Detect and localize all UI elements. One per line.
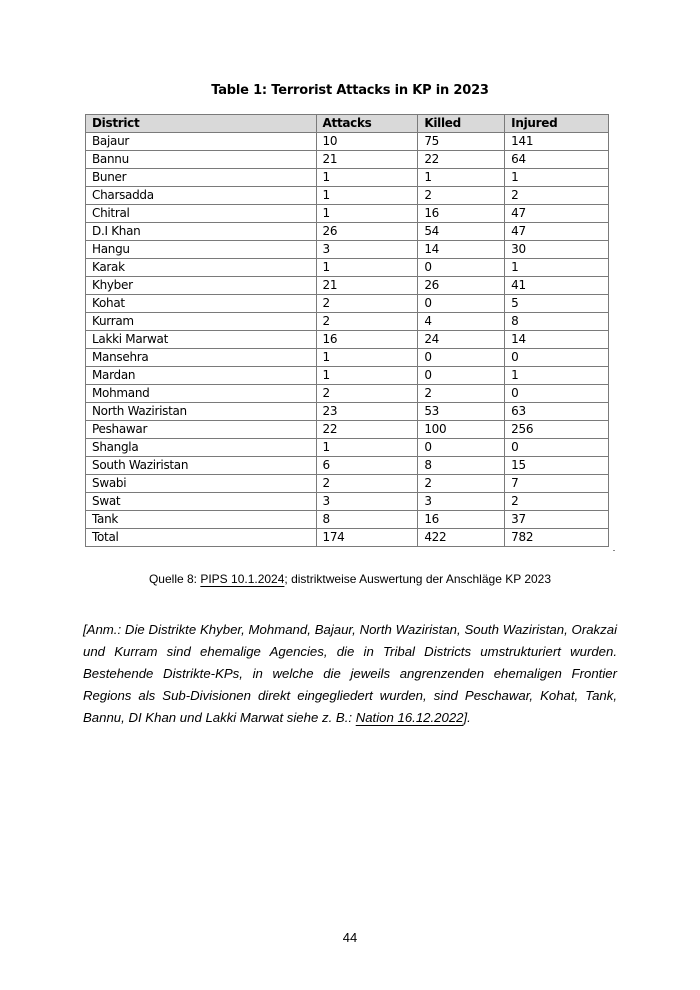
injured-cell: 256 bbox=[505, 421, 609, 439]
killed-cell: 24 bbox=[418, 331, 505, 349]
table-row bbox=[86, 511, 609, 529]
district-cell: Total bbox=[86, 529, 317, 547]
attacks-cell: 1 bbox=[316, 259, 418, 277]
table-title: Table 1: Terrorist Attacks in KP in 2023 bbox=[211, 83, 489, 98]
killed-cell: 0 bbox=[418, 259, 505, 277]
killed-cell: 422 bbox=[418, 529, 505, 547]
annotation-suffix: ]. bbox=[463, 710, 471, 725]
district-cell: Kurram bbox=[86, 313, 317, 331]
table-row bbox=[86, 223, 609, 241]
attacks-cell: 23 bbox=[316, 403, 418, 421]
table-row bbox=[86, 313, 609, 331]
injured-cell: 1 bbox=[505, 367, 609, 385]
stray-mark bbox=[613, 550, 615, 551]
killed-cell: 100 bbox=[418, 421, 505, 439]
injured-cell: 2 bbox=[505, 493, 609, 511]
table-row bbox=[86, 295, 609, 313]
attacks-cell: 2 bbox=[316, 475, 418, 493]
table-row bbox=[86, 439, 609, 457]
district-cell: Lakki Marwat bbox=[86, 331, 317, 349]
table-row bbox=[86, 457, 609, 475]
injured-cell: 37 bbox=[505, 511, 609, 529]
attacks-cell: 3 bbox=[316, 241, 418, 259]
page-number: 44 bbox=[342, 930, 358, 945]
header-killed: Killed bbox=[418, 115, 505, 133]
table-row bbox=[86, 331, 609, 349]
table-row bbox=[86, 133, 609, 151]
attacks-cell: 10 bbox=[316, 133, 418, 151]
district-cell: Bannu bbox=[86, 151, 317, 169]
table-row bbox=[86, 277, 609, 295]
killed-cell: 16 bbox=[418, 511, 505, 529]
attacks-cell: 6 bbox=[316, 457, 418, 475]
district-cell: Charsadda bbox=[86, 187, 317, 205]
killed-cell: 26 bbox=[418, 277, 505, 295]
killed-cell: 53 bbox=[418, 403, 505, 421]
table-row bbox=[86, 187, 609, 205]
district-cell: Karak bbox=[86, 259, 317, 277]
district-cell: Mohmand bbox=[86, 385, 317, 403]
district-cell: Tank bbox=[86, 511, 317, 529]
killed-cell: 16 bbox=[418, 205, 505, 223]
table-row bbox=[86, 367, 609, 385]
attacks-cell: 1 bbox=[316, 367, 418, 385]
injured-cell: 15 bbox=[505, 457, 609, 475]
killed-cell: 0 bbox=[418, 439, 505, 457]
killed-cell: 3 bbox=[418, 493, 505, 511]
attacks-cell: 22 bbox=[316, 421, 418, 439]
district-cell: Khyber bbox=[86, 277, 317, 295]
table-row bbox=[86, 385, 609, 403]
table-row bbox=[86, 169, 609, 187]
injured-cell: 141 bbox=[505, 133, 609, 151]
table-row bbox=[86, 421, 609, 439]
killed-cell: 2 bbox=[418, 187, 505, 205]
killed-cell: 0 bbox=[418, 295, 505, 313]
table-row bbox=[86, 151, 609, 169]
attacks-cell: 1 bbox=[316, 169, 418, 187]
district-cell: Mansehra bbox=[86, 349, 317, 367]
injured-cell: 0 bbox=[505, 385, 609, 403]
killed-cell: 1 bbox=[418, 169, 505, 187]
attacks-cell: 3 bbox=[316, 493, 418, 511]
table-row bbox=[86, 241, 609, 259]
injured-cell: 47 bbox=[505, 223, 609, 241]
district-cell: Shangla bbox=[86, 439, 317, 457]
caption-suffix: ; distriktweise Auswertung der Anschläge KP 2023 bbox=[284, 572, 552, 586]
attacks-cell: 2 bbox=[316, 295, 418, 313]
killed-cell: 4 bbox=[418, 313, 505, 331]
table-total-row bbox=[86, 529, 609, 547]
injured-cell: 7 bbox=[505, 475, 609, 493]
district-cell: Hangu bbox=[86, 241, 317, 259]
district-cell: Bajaur bbox=[86, 133, 317, 151]
injured-cell: 8 bbox=[505, 313, 609, 331]
injured-cell: 1 bbox=[505, 169, 609, 187]
table-row bbox=[86, 259, 609, 277]
header-injured: Injured bbox=[505, 115, 609, 133]
annotation-text: [Anm.: Die Distrikte Khyber, Mohmand, Bajaur, North Waziristan, South Waziristan, Orakzai und Kurram sind ehemalige Agencies, die in Tribal Districts umstrukturiert wurden. Bestehende Distrikte-KPs, in welche die jeweils angrenzenden ehemaligen Frontier Regions als Sub-Divisionen direkt eingegliedert wurden, sind Peschawar, Kohat, Tank, Bannu, DI Khan und Lakki Marwat siehe z. B.: bbox=[83, 622, 617, 725]
attacks-cell: 2 bbox=[316, 385, 418, 403]
killed-cell: 2 bbox=[418, 385, 505, 403]
killed-cell: 22 bbox=[418, 151, 505, 169]
attacks-cell: 174 bbox=[316, 529, 418, 547]
injured-cell: 782 bbox=[505, 529, 609, 547]
header-attacks: Attacks bbox=[316, 115, 418, 133]
injured-cell: 63 bbox=[505, 403, 609, 421]
killed-cell: 8 bbox=[418, 457, 505, 475]
attacks-table bbox=[85, 114, 609, 547]
district-cell: Swabi bbox=[86, 475, 317, 493]
injured-cell: 0 bbox=[505, 439, 609, 457]
injured-cell: 0 bbox=[505, 349, 609, 367]
killed-cell: 0 bbox=[418, 349, 505, 367]
attacks-cell: 21 bbox=[316, 277, 418, 295]
attacks-cell: 1 bbox=[316, 349, 418, 367]
injured-cell: 30 bbox=[505, 241, 609, 259]
table-row bbox=[86, 475, 609, 493]
attacks-cell: 21 bbox=[316, 151, 418, 169]
table-row bbox=[86, 493, 609, 511]
attacks-cell: 26 bbox=[316, 223, 418, 241]
district-cell: Buner bbox=[86, 169, 317, 187]
district-cell: Peshawar bbox=[86, 421, 317, 439]
killed-cell: 75 bbox=[418, 133, 505, 151]
injured-cell: 14 bbox=[505, 331, 609, 349]
district-cell: D.I Khan bbox=[86, 223, 317, 241]
table-row bbox=[86, 205, 609, 223]
attacks-cell: 8 bbox=[316, 511, 418, 529]
district-cell: Mardan bbox=[86, 367, 317, 385]
district-cell: North Waziristan bbox=[86, 403, 317, 421]
killed-cell: 2 bbox=[418, 475, 505, 493]
injured-cell: 1 bbox=[505, 259, 609, 277]
district-cell: Swat bbox=[86, 493, 317, 511]
injured-cell: 47 bbox=[505, 205, 609, 223]
injured-cell: 2 bbox=[505, 187, 609, 205]
killed-cell: 54 bbox=[418, 223, 505, 241]
attacks-cell: 1 bbox=[316, 187, 418, 205]
caption-prefix: Quelle 8: bbox=[148, 572, 201, 586]
table-row bbox=[86, 349, 609, 367]
killed-cell: 0 bbox=[418, 367, 505, 385]
district-cell: Chitral bbox=[86, 205, 317, 223]
attacks-cell: 1 bbox=[316, 205, 418, 223]
district-cell: South Waziristan bbox=[86, 457, 317, 475]
table-body bbox=[86, 133, 609, 547]
killed-cell: 14 bbox=[418, 241, 505, 259]
source-link-pips[interactable]: PIPS 10.1.2024 bbox=[200, 572, 285, 586]
attacks-cell: 2 bbox=[316, 313, 418, 331]
injured-cell: 64 bbox=[505, 151, 609, 169]
attacks-cell: 16 bbox=[316, 331, 418, 349]
source-link-nation[interactable]: Nation 16.12.2022 bbox=[355, 710, 464, 725]
table-caption bbox=[0, 572, 700, 586]
district-cell: Kohat bbox=[86, 295, 317, 313]
injured-cell: 41 bbox=[505, 277, 609, 295]
injured-cell: 5 bbox=[505, 295, 609, 313]
annotation-paragraph bbox=[83, 619, 617, 729]
attacks-cell: 1 bbox=[316, 439, 418, 457]
table-header-row bbox=[86, 115, 609, 133]
table-row bbox=[86, 403, 609, 421]
header-district: District bbox=[86, 115, 317, 133]
